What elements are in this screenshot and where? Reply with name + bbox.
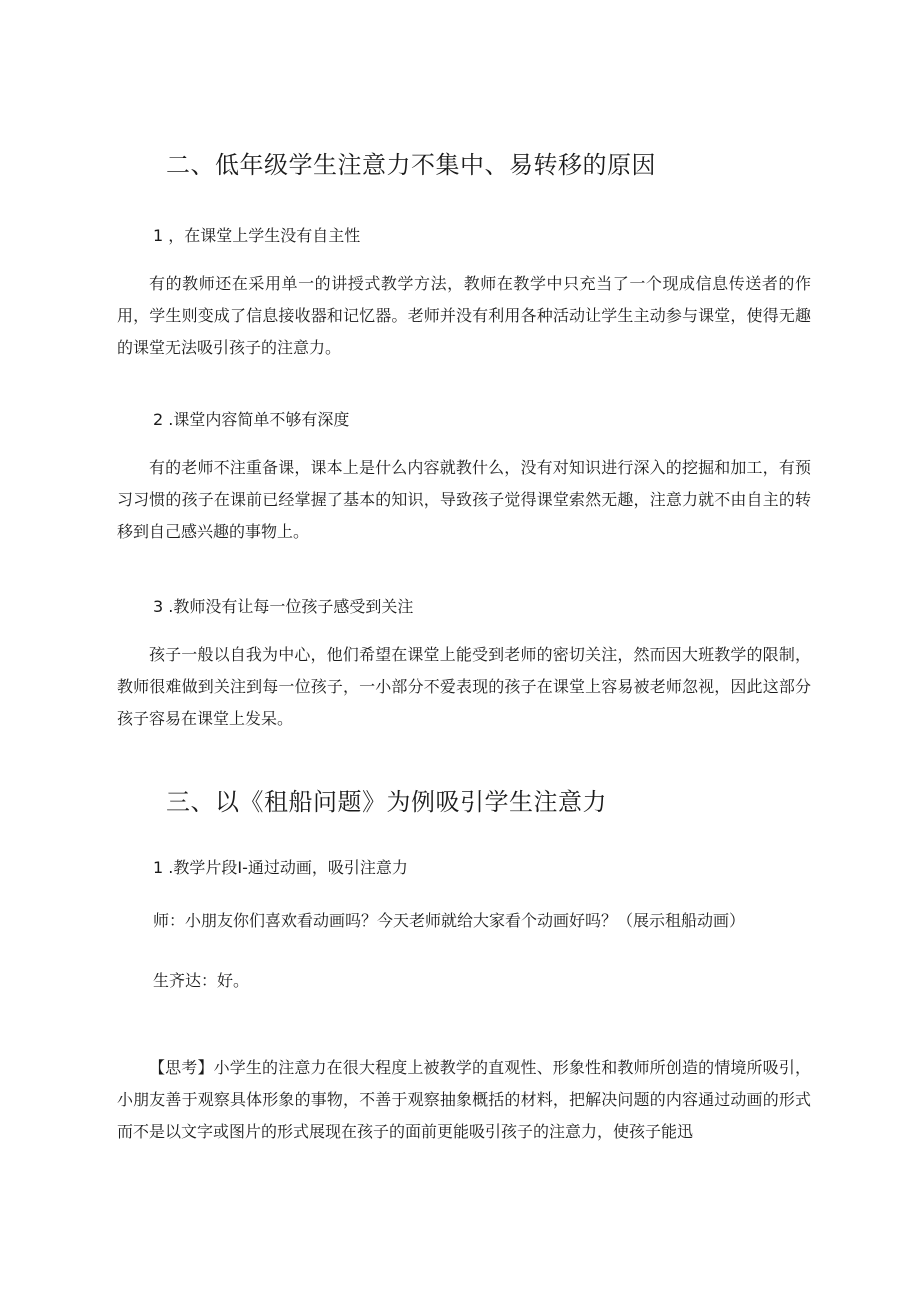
subheading-3-1: 1 .教学片段I-通过动画，吸引注意力 [153, 858, 408, 877]
subheading-2-3: 3 .教师没有让每一位孩子感受到关注 [153, 597, 414, 616]
teacher-dialogue: 师：小朋友你们喜欢看动画吗？今天老师就给大家看个动画好吗？（展示租船动画） [153, 911, 746, 930]
subheading-2-1: 1 ，在课堂上学生没有自主性 [153, 226, 361, 245]
student-dialogue: 生齐达：好。 [153, 971, 250, 990]
paragraph-2-2: 有的老师不注重备课，课本上是什么内容就教什么，没有对知识进行深入的挖掘和加工，有预习习惯的孩子在课前已经掌握了基本的知识，导致孩子觉得课堂索然无趣，注意力就不由自主的转移到自己感兴趣的事物上。 [117, 458, 811, 541]
reflection-paragraph: 【思考】小学生的注意力在很大程度上被教学的直观性、形象性和教师所创造的情境所吸引，小朋友善于观察具体形象的事物，不善于观察抽象概括的材料，把解决问题的内容通过动画的形式而不是以文字或图片的形式展现在孩子的面前更能吸引孩子的注意力，使孩子能迅 [117, 1058, 811, 1141]
section-heading-2: 二、低年级学生注意力不集中、易转移的原因 [166, 151, 656, 179]
section-heading-3: 三、以《租船问题》为例吸引学生注意力 [166, 788, 607, 816]
subheading-2-2: 2 .课堂内容简单不够有深度 [153, 410, 350, 429]
paragraph-2-1: 有的教师还在采用单一的讲授式教学方法，教师在教学中只充当了一个现成信息传送者的作用，学生则变成了信息接收器和记忆器。老师并没有利用各种活动让学生主动参与课堂，使得无趣的课堂无法吸引孩子的注意力。 [117, 274, 811, 357]
paragraph-2-3: 孩子一般以自我为中心，他们希望在课堂上能受到老师的密切关注，然而因大班教学的限制，教师很难做到关注到每一位孩子，一小部分不爱表现的孩子在课堂上容易被老师忽视，因此这部分孩子容易在课堂上发呆。 [117, 645, 811, 728]
